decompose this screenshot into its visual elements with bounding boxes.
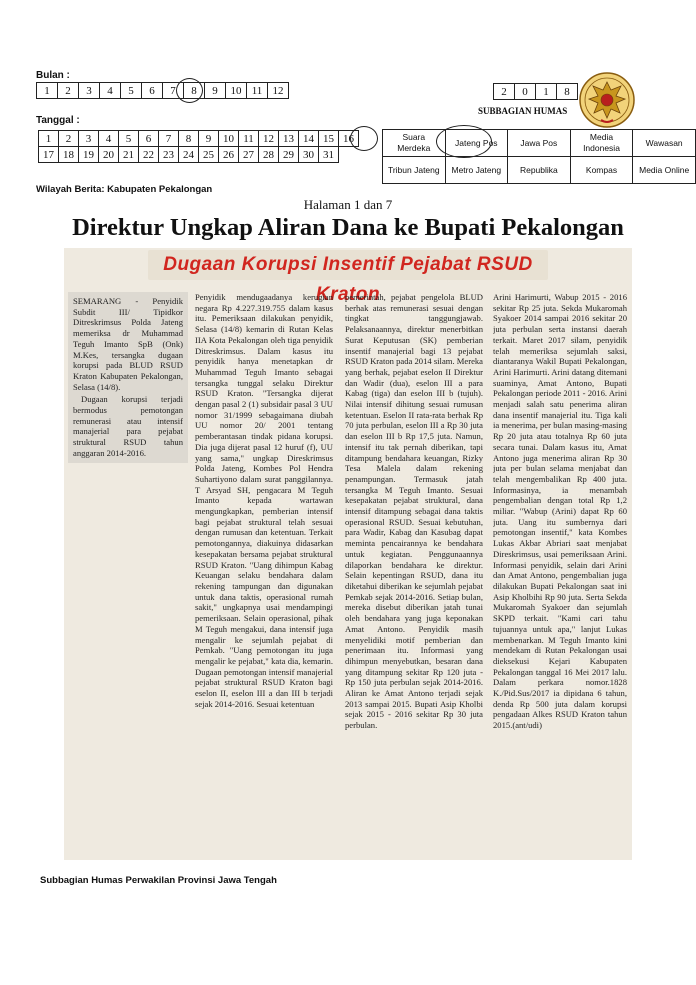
year-digit-cell: 2 <box>494 84 515 100</box>
month-cell: 7 <box>163 83 184 99</box>
day-cell: 15 <box>319 131 339 147</box>
wilayah-berita: Wilayah Berita: Kabupaten Pekalongan <box>36 184 213 195</box>
selected-month-circle <box>176 78 203 103</box>
tanggal-label: Tanggal : <box>36 115 80 126</box>
day-cell: 24 <box>179 147 199 163</box>
lead-text-2: Dugaan korupsi terjadi bermodus pemotongan remunerasi atau intensif manajerial para pejabat struktural RSUD tahun anggaran 2014-2016. <box>73 394 183 458</box>
day-cell: 2 <box>59 131 79 147</box>
media-cell: Tribun Jateng <box>383 157 446 184</box>
day-cell: 22 <box>139 147 159 163</box>
day-cell: 27 <box>239 147 259 163</box>
column-1-text: Penyidik mendugaadanya kerugian negara Rp 4.227.319.755 dalam kasus itu. Pemeriksaan dilakukan penyidik, Selasa (14/8) kemarin di Rutan Kelas IIA Kota Pekalongan oleh tiga penyidik Ditreskrimsus. Dalam kasus itu penyidik hanya menetapkan dr Muhammad Teguh Imanto sebagai tersangka tunggal selaku Direktur RSUD Kraton. "Tersangka dijerat dengan pasal 2 (1) subsidair pasal 3 UU nomor 31/1999 sebagaimana diubah UU nomor 20/ 2001 tentang pemberantasan tindak pidana korupsi. Dia juga dijerat pasal 12 huruf (f), UU yang sama," ungkap Direskrimsus Polda Jateng, Kombes Pol Hendra Suhartiyono dalam surat panggilannya. T Arsyad SH, pengacara M Teguh Imanto kepada wartawan mengungkapkan, pemberian intensif bagi pejabat struktural telah sesuai dengan rumusan dan ketentuan. Terkait pemotongannya, diakuinya didasarkan kesepakatan bersama pejabat struktural RSUD Kraton. "Uang dihimpun Kabag Keuangan selaku bendahara dalam rekening tampungan dan digunakan untuk dana taktis, operasional rumah sakit," ungkapnya usai mendampingi pemeriksaan. Selain operasional, pihak M Teguh mengakui, dana intensif juga mengalir ke sejumlah pejabat di Pemkab. "Uang pemotongan itu juga mengalir ke pejabat," kata dia, kemarin. Dugaan pemotongan intensif manajerial pejabat struktural RSUD Kraton bagi eselon II, eselon III a dan III b terjadi sejak 2014-2016. Sesuai ketentuan <box>195 292 333 709</box>
footer-text: Subbagian Humas Perwakilan Provinsi Jawa Tengah <box>40 875 277 886</box>
day-cell: 10 <box>219 131 239 147</box>
month-cell: 11 <box>247 83 268 99</box>
day-cell: 23 <box>159 147 179 163</box>
day-cell: 3 <box>79 131 99 147</box>
article-column-2 <box>345 292 483 858</box>
day-cell: 20 <box>99 147 119 163</box>
media-cell: Metro Jateng <box>445 157 507 184</box>
day-cell: 7 <box>159 131 179 147</box>
month-cell: 4 <box>100 83 121 99</box>
day-cell: 1 <box>39 131 59 147</box>
month-cell: 1 <box>37 83 58 99</box>
org-label: SUBBAGIAN HUMAS <box>478 106 568 116</box>
column-2-text: pemerintah, pejabat pengelola BLUD berhak atas remunerasi sesuai dengan tingkat tanggungjawab. Pelaksanaannya, direktur menerbitkan Surat Keputusan (SK) pemberian insentif manajerial bagi 13 pejabat RSUD Kraton pada 2014 silam. Mereka yang berhak, pejabat eselon II Direktur dan Wadir (dua), eselon III a para Kabag (tiga) dan eselon III b (tujuh). Nilai intensif dihitung sesuai rumusan ketentuan. Eselon II rata-rata berhak Rp 70 juta perbulan, eselon III a Rp 30 juta dan eselon III b Rp 17,5 juta. Namun, intensif itu tak pernah diberikan, tapi ditampung bendahara keuangan, Rizky Tesa Malela dalam rekening penampungan. Termasuk jatah tersangka M Teguh Imanto. Sesuai kesepakatan pejabat struktural, dana intensif ditampung sebagai dana taktis operasional RSUD. Sesuai kebutuhan, para Wadir, Kabag dan Kasubag dapat meminta pencairannya ke bendahara untuk kegiatan. Penggunaannya dilaporkan bendahara ke direktur. Selain kepentingan RSUD, dana itu diketahui diberikan ke sejumlah pejabat Pemkab sejak 2014-2016. Setiap bulan, mereka disebut diberikan jatah tunai oleh bendahara yang juga keponakan Amat Antono. Penyidik masih menyelidiki motif pemberian dan penerimaan itu. Informasi yang dihimpun menyebutkan, besaran dana yang ditampung sekitar Rp 120 juta - Rp 150 juta perbulan sejak 2014-2016. Aliran ke Amat Antono terjadi sejak 2013 sampai 2015. Bupati Asip Kholbi sejak 2015 - 2016 sekitar Rp 30 juta perbulan. <box>345 292 483 731</box>
day-cell: 21 <box>119 147 139 163</box>
selected-day-circle <box>350 126 378 151</box>
day-cell: 28 <box>259 147 279 163</box>
month-cell: 6 <box>142 83 163 99</box>
day-cell: 4 <box>99 131 119 147</box>
kicker-text: Dugaan Korupsi Insentif Pejabat RSUD Kraton <box>163 254 533 305</box>
bulan-label: Bulan : <box>36 70 70 81</box>
media-cell: Kompas <box>570 157 633 184</box>
year-digit-cell: 1 <box>536 84 557 100</box>
column-3-text: Arini Harimurti, Wabup 2015 - 2016 sekitar Rp 25 juta. Sekda Mukaromah Syakoer 2014 sampai 2016 sekitar 20 juta perbulan serta instansi daerah terkait. Maret 2017 silam, penyidik telah memeriksa sejumlah saksi, diantaranya Wakil Bupati Pekalongan, Arini Harimurti. Arini datang ditemani suaminya, Amat Antono, Bupati Pekalongan periode 2011 - 2016. Arini menjadi salah satu penerima aliran dana insentif manajerial itu. Tiga kali ia menerima, per bulan masing-masing Rp 20 juta atau totalnya Rp 60 juta secara tunai. Dalam kasus itu, Amat Antono juga menerima aliran Rp 30 juta per bulan selama menjabat dan telah mengembalikan Rp 400 juta. Informasinya, ia menambah pengembalian dengan total Rp 1,2 miliar. "Wabup (Arini) dapat Rp 60 juta. Uang itu sumbernya dari pemotongan insentif," kata Kombes Lukas Akbar Abriari saat menjabat Direskrimsus, usai pemeriksaan Arini. Informasi penyidik, selain dari Arini dan Amat Antono, pengembalian juga dilakukan Bupati Pekalongan saat ini Asip Kholbihi Rp 90 juta. Serta Sekda Mukaromah Syakoer dan sejumlah SKPD terkait. "Kami cari tahu tujuannya untuk apa," lanjut Lukas membenarkan. M Teguh Imanto kini mendekam di Rutan Pekalongan usai dieksekusi Kejari Kabupaten Pekalongan tanggal 16 Mei 2017 lalu. Dalam perkara nomor.1828 K./Pid.Sus/2017 ia dipidana 6 tahun, denda Rp 500 juta dalam korupsi pengadaan Alkes RSUD Kraton tahun 2015.(ant/udi) <box>493 292 627 731</box>
month-cell: 5 <box>121 83 142 99</box>
month-cell: 9 <box>205 83 226 99</box>
lead-box <box>68 292 188 463</box>
day-cell: 19 <box>79 147 99 163</box>
news-clipping <box>64 248 632 860</box>
day-cell: 13 <box>279 131 299 147</box>
day-cell: 14 <box>299 131 319 147</box>
article-column-3 <box>493 292 627 858</box>
emblem-icon <box>578 70 636 130</box>
day-cell: 30 <box>299 147 319 163</box>
headline: Direktur Ungkap Aliran Dana ke Bupati Pekalongan <box>72 214 624 241</box>
year-digit-cell: 8 <box>557 84 578 100</box>
media-cell: Suara Merdeka <box>383 130 446 157</box>
day-cell: 18 <box>59 147 79 163</box>
month-grid <box>36 82 289 99</box>
media-cell: Media Online <box>633 157 696 184</box>
media-cell: Media Indonesia <box>570 130 633 157</box>
day-cell: 9 <box>199 131 219 147</box>
day-cell: 17 <box>39 147 59 163</box>
kicker-banner <box>148 250 548 305</box>
halaman-label: Halaman 1 dan 7 <box>303 197 393 212</box>
day-cell: 6 <box>139 131 159 147</box>
lead-text: SEMARANG - Penyidik Subdit III/ Tipidkor Ditreskrimsus Polda Jateng memeriksa dr Muhammad Teguh Imanto SpB (Onk) M.Kes, tersangka dugaan korupsi pada BLUD RSUD Kraton Kabupaten Pekalongan, Selasa (14/8). <box>73 296 183 392</box>
day-cell: 29 <box>279 147 299 163</box>
month-cell: 8 <box>184 83 205 99</box>
month-cell: 10 <box>226 83 247 99</box>
media-cell: Wawasan <box>633 130 696 157</box>
day-cell: 8 <box>179 131 199 147</box>
day-cell: 12 <box>259 131 279 147</box>
media-cell: Jawa Pos <box>508 130 571 157</box>
article-column-1 <box>195 292 333 858</box>
month-cell: 12 <box>268 83 289 99</box>
day-cell: 25 <box>199 147 219 163</box>
media-cell: Republika <box>508 157 571 184</box>
selected-media-circle <box>436 125 492 158</box>
year-digit-cell: 0 <box>515 84 536 100</box>
day-cell: 26 <box>219 147 239 163</box>
media-cell: Jateng Pos <box>445 130 507 157</box>
day-cell: 11 <box>239 131 259 147</box>
day-cell: 5 <box>119 131 139 147</box>
day-cell: 31 <box>319 147 339 163</box>
day-grid <box>38 130 359 163</box>
day-cell: 16 <box>339 131 359 147</box>
year-grid <box>493 83 578 100</box>
month-cell: 2 <box>58 83 79 99</box>
month-cell: 3 <box>79 83 100 99</box>
media-table <box>382 129 696 184</box>
